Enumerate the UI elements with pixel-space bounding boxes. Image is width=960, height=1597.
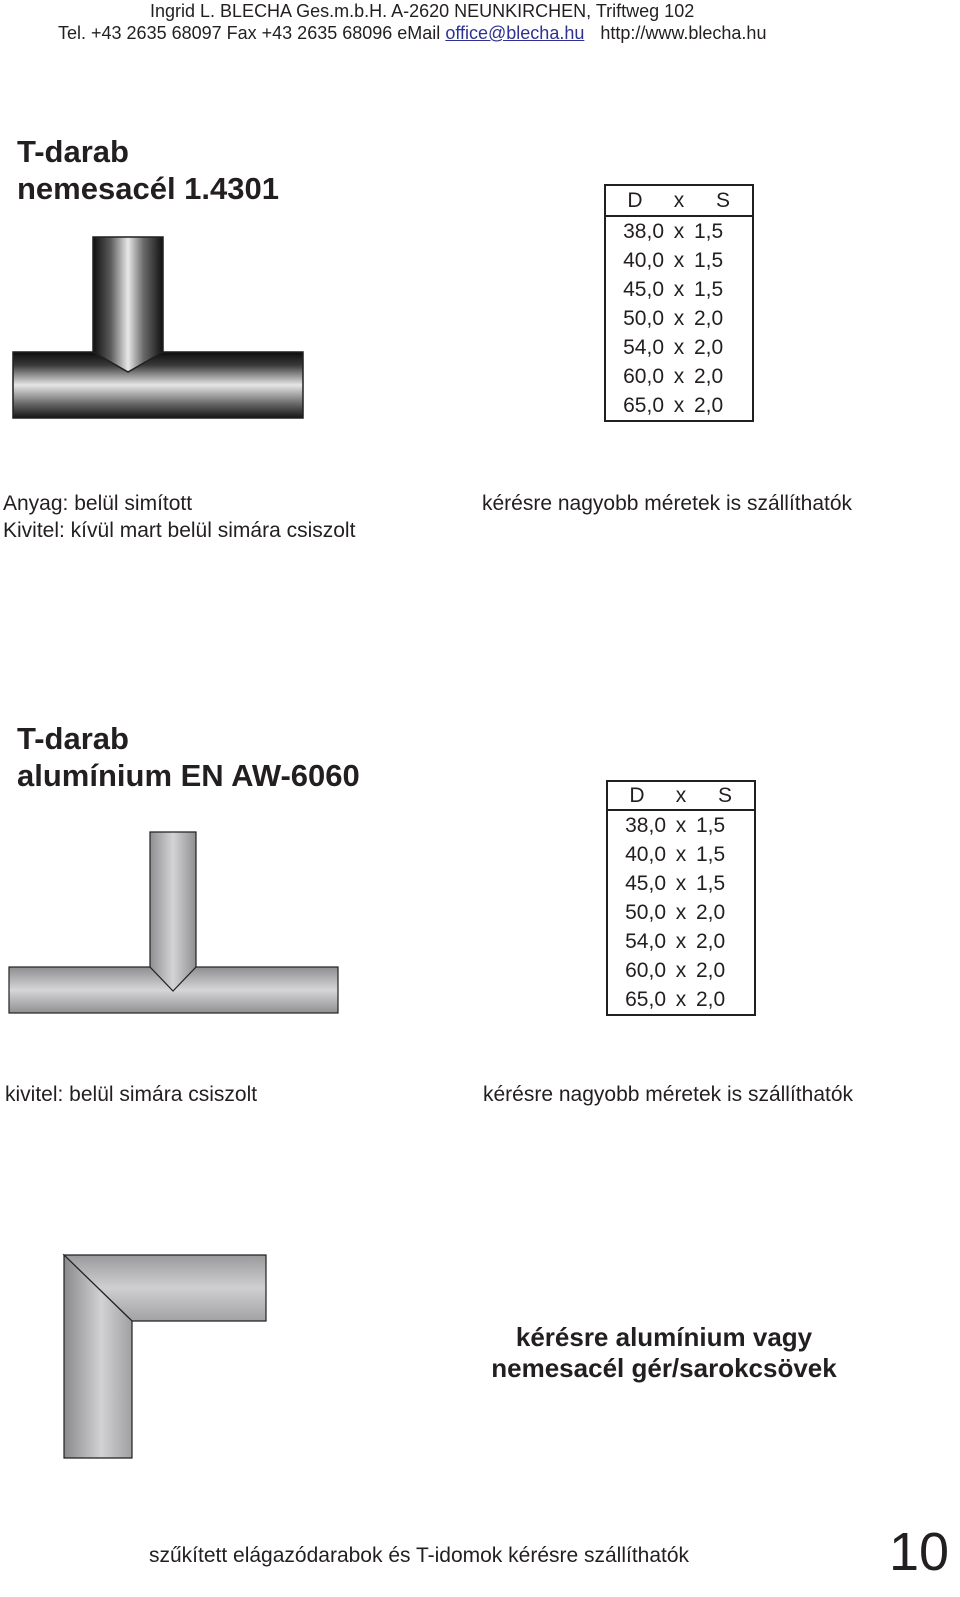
company-address: Ingrid L. BLECHA Ges.m.b.H. A-2620 NEUNKIRCHEN, Triftweg 102 [150,1,695,21]
table-row [607,927,755,956]
section2-finish: kivitel: belül simára csiszolt [5,1083,258,1106]
section1-material: Anyag: belül simított [3,492,193,515]
cell-d: 40,0 [623,248,664,272]
page-number: 10 [889,1522,950,1582]
aluminium-t-piece-image [6,828,342,1018]
cell-s: 2,0 [694,306,724,330]
contact-line [58,23,766,44]
cell-x: x [675,958,687,982]
section1-title-line2: nemesacél 1.4301 [17,171,279,206]
cell-d: 38,0 [625,813,666,837]
cell-x: x [675,900,687,924]
section2-title-line1: T-darab [17,721,129,756]
elbow-pipe-image [62,1253,272,1463]
aluminium-dimensions-table [606,780,756,1016]
header-d: D [605,185,664,216]
phone-fax: Tel. +43 2635 68097 Fax +43 2635 68096 eMail [58,23,446,43]
table-row [605,391,753,421]
cell-x: x [673,219,685,243]
cell-d: 60,0 [625,958,666,982]
header-x: x [664,185,694,216]
cell-x: x [675,929,687,953]
table-row [607,869,755,898]
cell-d: 45,0 [623,277,664,301]
cell-d: 54,0 [623,335,664,359]
cell-s: 1,5 [696,842,726,866]
table-header-row [605,185,753,216]
section1-title-line1: T-darab [17,134,129,169]
header-d: D [607,781,666,810]
cell-s: 2,0 [696,987,726,1011]
cell-d: 38,0 [623,219,664,243]
cell-x: x [673,335,685,359]
cell-s: 1,5 [696,813,726,837]
cell-d: 65,0 [625,987,666,1011]
cell-x: x [675,871,687,895]
cell-s: 2,0 [696,929,726,953]
cell-s: 1,5 [696,871,726,895]
section1-note: kérésre nagyobb méretek is szállíthatók [482,492,853,515]
cell-d: 54,0 [625,929,666,953]
cell-d: 65,0 [623,393,664,417]
table-row [605,362,753,391]
table-row [607,810,755,840]
cell-s: 1,5 [694,219,724,243]
cell-s: 1,5 [694,277,724,301]
cell-x: x [673,364,685,388]
cell-s: 2,0 [694,364,724,388]
cell-d: 50,0 [623,306,664,330]
stainless-dimensions-table [604,184,754,422]
section2-note: kérésre nagyobb méretek is szállíthatók [483,1083,854,1106]
cell-x: x [675,813,687,837]
table-row [605,216,753,246]
section3-note-line2: nemesacél gér/sarokcsövek [491,1353,837,1383]
cell-s: 2,0 [694,393,724,417]
table-header-row [607,781,755,810]
cell-s: 2,0 [694,335,724,359]
cell-x: x [675,842,687,866]
cell-x: x [673,393,685,417]
email-link[interactable]: office@blecha.hu [445,23,585,43]
table-row [607,840,755,869]
stainless-t-piece-image [10,232,306,422]
table-row [605,275,753,304]
cell-d: 60,0 [623,364,664,388]
table-row [607,985,755,1015]
cell-x: x [675,987,687,1011]
cell-d: 40,0 [625,842,666,866]
section2-title [17,720,360,794]
table-row [607,898,755,927]
footer-note: szűkített elágazódarabok és T-idomok kérésre szállíthatók [149,1544,690,1567]
section2-title-line2: alumínium EN AW-6060 [17,758,360,793]
cell-s: 2,0 [696,958,726,982]
table-row [607,956,755,985]
header-s: S [694,185,753,216]
website-link[interactable]: http://www.blecha.hu [600,23,767,43]
cell-x: x [673,277,685,301]
section1-finish: Kivitel: kívül mart belül simára csiszolt [3,519,356,542]
table-row [605,304,753,333]
cell-s: 1,5 [694,248,724,272]
cell-x: x [673,306,685,330]
cell-d: 50,0 [625,900,666,924]
section3-note [458,1322,870,1384]
section3-note-line1: kérésre alumínium vagy [515,1322,813,1352]
cell-d: 45,0 [625,871,666,895]
section1-title [17,133,279,207]
table-row [605,246,753,275]
header-x: x [666,781,696,810]
cell-x: x [673,248,685,272]
header-s: S [696,781,755,810]
table-row [605,333,753,362]
cell-s: 2,0 [696,900,726,924]
